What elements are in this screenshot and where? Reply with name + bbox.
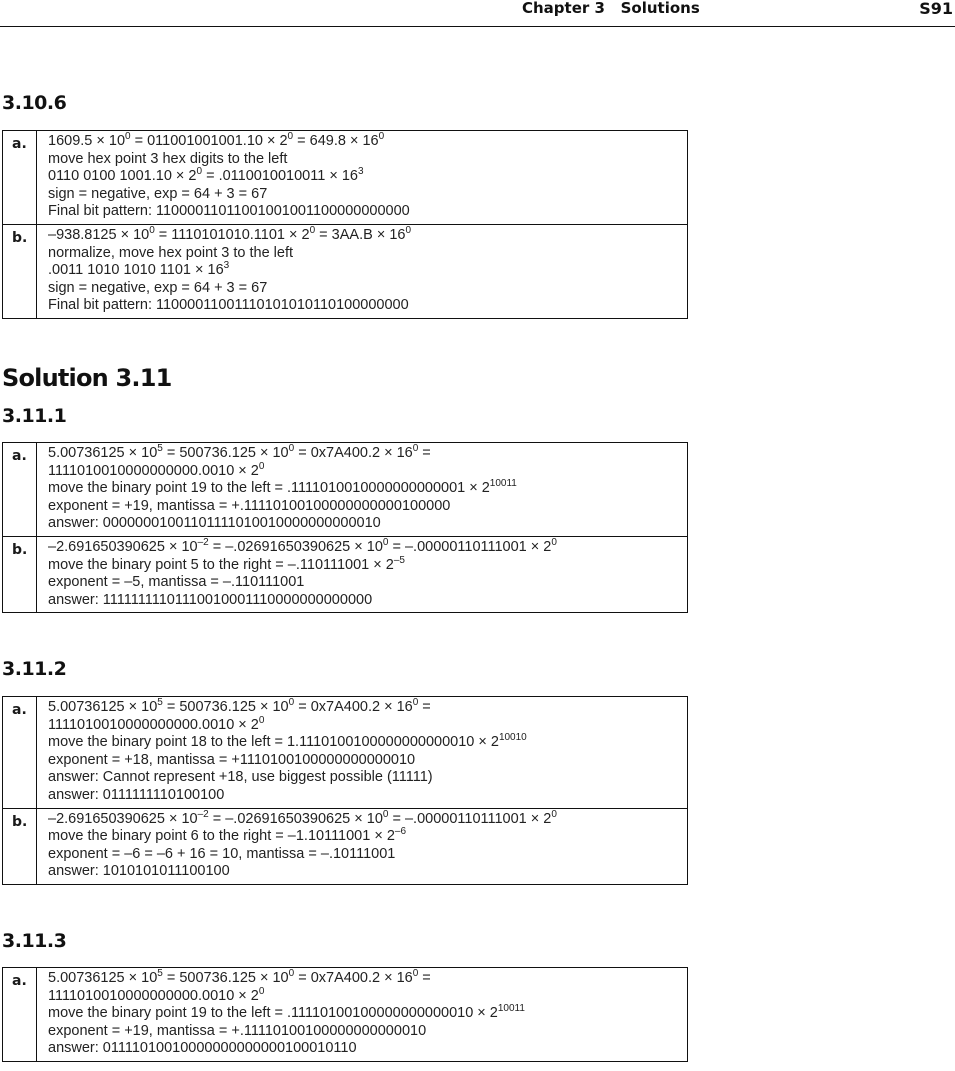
formula-line: $5.00736125 \times 10^5 = 500736.125 \times 10^0 = 0x7A400.2 \times 16^0$ = <box>48 697 431 715</box>
table-row <box>3 968 687 1061</box>
row-content <box>37 697 687 808</box>
text-line: exponent = +19, mantissa = +.11110100100000000000010 <box>48 1022 427 1039</box>
running-header-chapter: Chapter 3 Solutions <box>522 0 700 17</box>
text-line: answer: Cannot represent +18, use biggest possible (11111) <box>48 769 433 786</box>
formula-line: $5.00736125 \times 10^5 = 500736.125 \times 10^0 = 0x7A400.2 \times 16^0$ = <box>48 443 431 461</box>
table-row <box>3 443 687 536</box>
table-row <box>3 224 687 318</box>
table-row <box>3 697 687 808</box>
formula-line: $1111010010000000000.0010 \times 2^0$ <box>48 985 265 1004</box>
formula-line: move the binary point 19 to the left = $.1111010010000000000001 \times 2^{10011}$ <box>48 478 517 497</box>
answer-table-3-11-3 <box>2 967 688 1062</box>
row-label: b. <box>3 809 37 884</box>
formula-line: .0011 1010 1010 $1101 \times 16^3$ <box>48 260 230 279</box>
formula-line: $5.00736125 \times 10^5 = 500736.125 \times 10^0 = 0x7A400.2 \times 16^0$ = <box>48 968 431 986</box>
row-label: b. <box>3 225 37 318</box>
formula-line: $-2.691650390625 \times 10^{-2} = -.02691650390625 \times 10^0 = -.00000110111001 \times 2^0$ <box>48 808 557 827</box>
formula-line: move the binary point 18 to the left = $1.1110100100000000000010 \times 2^{10010}$ <box>48 732 527 751</box>
text-line: exponent = +19, mantissa = +.11110100100000000000100000 <box>48 497 451 514</box>
text-line: answer: 0111111110100100 <box>48 786 225 803</box>
answer-table-3-11-2 <box>2 696 688 885</box>
text-line: answer: 1010101011100100 <box>48 863 230 880</box>
text-line: move hex point 3 hex digits to the left <box>48 150 288 167</box>
formula-line: $-2.691650390625 \times 10^{-2} = -.02691650390625 \times 10^0 = -.00000110111001 \times 2^0$ <box>48 536 557 555</box>
row-content <box>37 443 687 536</box>
page-number: S91 <box>919 0 953 18</box>
text-line: answer: 11111111101110010001110000000000000 <box>48 591 373 608</box>
row-content <box>37 809 687 884</box>
row-content <box>37 131 687 224</box>
text-line: normalize, move hex point 3 to the left <box>48 244 294 261</box>
text-line: answer: 00000001001101111010010000000000010 <box>48 515 381 532</box>
formula-line: move the binary point 6 to the right = $-1.10111001 \times 2^{-6}$ <box>48 826 407 845</box>
formula-line: $1111010010000000000.0010 \times 2^0$ <box>48 460 265 479</box>
formula-line: move the binary point 19 to the left = $.11110100100000000000010 \times 2^{10011}$ <box>48 1003 525 1022</box>
formula-line: $-938.8125 \times 10^0 = 1110101010.1101 \times 2^0 = 3AA.B \times 16^0$ <box>48 224 412 243</box>
section-heading-3-11-3: 3.11.3 <box>2 930 67 952</box>
section-heading-3-11-1: 3.11.1 <box>2 405 67 427</box>
row-label: a. <box>3 131 37 224</box>
formula-line: 0110 0100 $1001.10 \times 2^0 = .0110010010011 \times 16^3$ <box>48 166 364 185</box>
text-line: exponent = +18, mantissa = +1110100100000000000010 <box>48 751 416 768</box>
text-line: exponent = –5, mantissa = –.110111001 <box>48 574 305 591</box>
row-label: a. <box>3 968 37 1061</box>
formula-line: $1111010010000000000.0010 \times 2^0$ <box>48 714 265 733</box>
text-line: sign = negative, exp = 64 + 3 = 67 <box>48 185 268 202</box>
answer-table-3-11-1 <box>2 442 688 613</box>
formula-line: move the binary point 5 to the right = $-.110111001 \times 2^{-5}$ <box>48 554 405 573</box>
section-heading-3-11-2: 3.11.2 <box>2 658 67 680</box>
header-rule <box>0 26 955 27</box>
table-row <box>3 536 687 612</box>
row-label: b. <box>3 537 37 612</box>
section-heading-3-10-6: 3.10.6 <box>2 92 67 114</box>
row-content <box>37 225 687 318</box>
text-line: Final bit pattern: 11000011001110101010110100000000 <box>48 297 409 314</box>
formula-line: $1609.5 \times 10^0 = 011001001001.10 \times 2^0 = 649.8 \times 16^0$ <box>48 131 385 149</box>
row-content <box>37 968 687 1061</box>
row-label: a. <box>3 697 37 808</box>
text-line: answer: 01111010010000000000000100010110 <box>48 1040 357 1057</box>
text-line: Final bit pattern: 11000011011001001001100000000000 <box>48 203 410 220</box>
solution-heading: Solution 3.11 <box>2 364 172 392</box>
row-label: a. <box>3 443 37 536</box>
answer-table-3-10-6 <box>2 130 688 319</box>
text-line: sign = negative, exp = 64 + 3 = 67 <box>48 279 268 296</box>
row-content <box>37 537 687 612</box>
text-line: exponent = –6 = –6 + 16 = 10, mantissa = –.10111001 <box>48 845 396 862</box>
table-row <box>3 808 687 884</box>
table-row <box>3 131 687 224</box>
